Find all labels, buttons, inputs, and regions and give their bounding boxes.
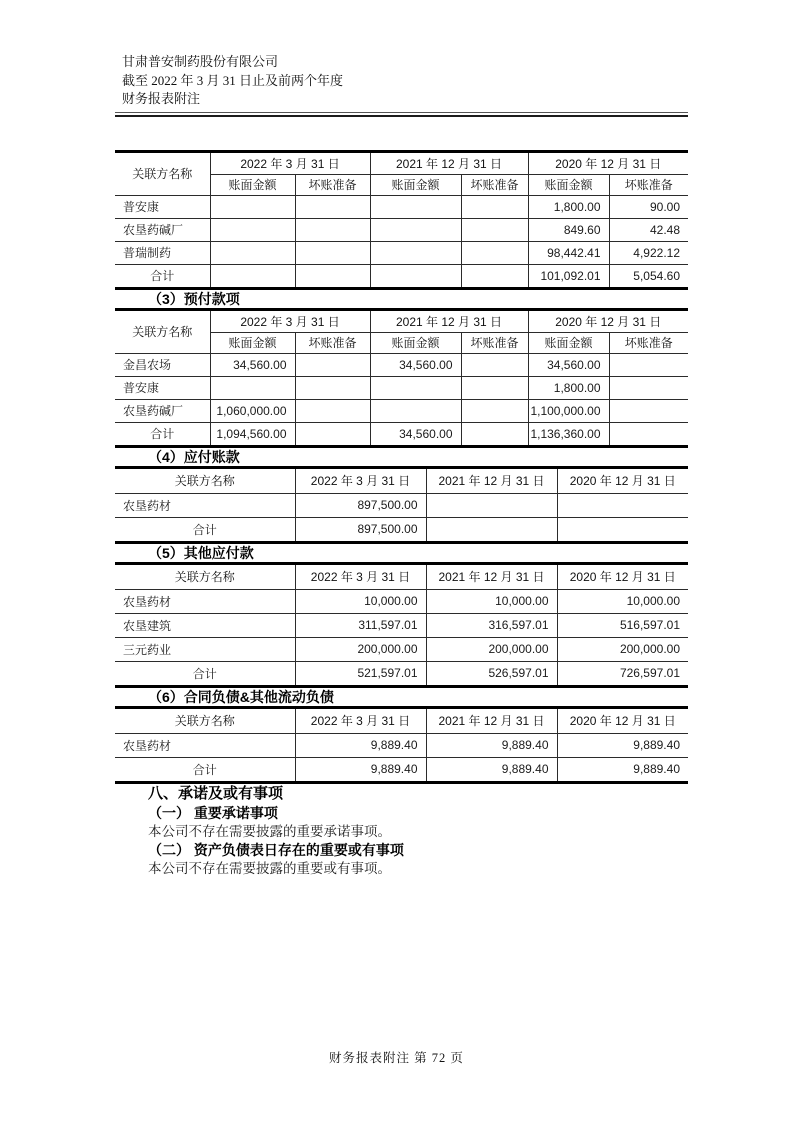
table-row bbox=[115, 399, 688, 422]
amount-cell bbox=[370, 195, 461, 218]
amount-cell bbox=[295, 264, 370, 287]
col-header-date-2022: 2022 年 3 月 31 日 bbox=[210, 311, 370, 333]
table-total-row bbox=[115, 422, 688, 445]
accounts-payable-table bbox=[115, 466, 688, 544]
amount-cell bbox=[295, 376, 370, 399]
amount-cell: 1,800.00 bbox=[528, 195, 609, 218]
page-footer: 财务报表附注 第 72 页 bbox=[329, 1051, 464, 1065]
amount-cell: 200,000.00 bbox=[295, 637, 426, 661]
amount-cell bbox=[609, 353, 688, 376]
col-header-date-2020: 2020 年 12 月 31 日 bbox=[528, 153, 688, 175]
section-heading-accounts-payable: （4）应付账款 bbox=[148, 448, 240, 465]
amount-cell bbox=[609, 399, 688, 422]
amount-cell: 34,560.00 bbox=[370, 353, 461, 376]
col-header-related-party: 关联方名称 bbox=[115, 709, 295, 734]
table-row bbox=[115, 637, 688, 661]
amount-cell: 316,597.01 bbox=[426, 613, 557, 637]
related-party-name-cell: 普瑞制药 bbox=[115, 241, 210, 264]
other-payables-table bbox=[115, 562, 688, 688]
related-party-name-cell: 普安康 bbox=[115, 376, 210, 399]
col-header-date-2020: 2020 年 12 月 31 日 bbox=[557, 565, 688, 590]
section-heading-prepayments: （3）预付款项 bbox=[148, 290, 240, 307]
col-header-date-2021: 2021 年 12 月 31 日 bbox=[370, 153, 528, 175]
amount-cell bbox=[461, 195, 528, 218]
col-header-bad-debt-provision: 坏账准备 bbox=[461, 174, 528, 195]
amount-cell: 98,442.41 bbox=[528, 241, 609, 264]
amount-cell bbox=[295, 218, 370, 241]
table-row bbox=[115, 195, 688, 218]
related-party-name-cell: 农垦药碱厂 bbox=[115, 399, 210, 422]
amount-cell bbox=[370, 399, 461, 422]
col-header-date-2022: 2022 年 3 月 31 日 bbox=[295, 565, 426, 590]
amount-cell: 1,800.00 bbox=[528, 376, 609, 399]
amount-cell: 200,000.00 bbox=[426, 637, 557, 661]
col-header-bad-debt-provision: 坏账准备 bbox=[295, 174, 370, 195]
amount-cell bbox=[461, 399, 528, 422]
col-header-bad-debt-provision: 坏账准备 bbox=[609, 332, 688, 353]
table-header-row bbox=[115, 709, 688, 734]
col-header-bad-debt-provision: 坏账准备 bbox=[461, 332, 528, 353]
contract-liabilities-table bbox=[115, 706, 688, 784]
amount-cell: 5,054.60 bbox=[609, 264, 688, 287]
section-heading-contract-liabilities: （6）合同负债&其他流动负债 bbox=[148, 688, 334, 705]
col-header-date-2022: 2022 年 3 月 31 日 bbox=[295, 709, 426, 734]
table-total-row bbox=[115, 517, 688, 541]
amount-cell: 9,889.40 bbox=[426, 733, 557, 757]
amount-cell bbox=[609, 376, 688, 399]
amount-cell: 1,094,560.00 bbox=[210, 422, 295, 445]
table-row bbox=[115, 733, 688, 757]
related-party-name-cell: 农垦建筑 bbox=[115, 613, 295, 637]
amount-cell bbox=[461, 241, 528, 264]
amount-cell: 34,560.00 bbox=[528, 353, 609, 376]
amount-cell: 897,500.00 bbox=[295, 493, 426, 517]
col-header-date-2020: 2020 年 12 月 31 日 bbox=[528, 311, 688, 333]
document-title: 财务报表附注 bbox=[122, 91, 201, 106]
table-header-row bbox=[115, 565, 688, 590]
amount-cell: 9,889.40 bbox=[557, 757, 688, 781]
related-party-name-cell: 农垦药材 bbox=[115, 589, 295, 613]
amount-cell: 311,597.01 bbox=[295, 613, 426, 637]
amount-cell bbox=[461, 376, 528, 399]
subsection-heading-important-commitments: （一） 重要承诺事项 bbox=[148, 804, 278, 821]
amount-cell: 10,000.00 bbox=[295, 589, 426, 613]
amount-cell: 897,500.00 bbox=[295, 517, 426, 541]
col-header-carrying-amount: 账面金额 bbox=[210, 174, 295, 195]
related-party-name-cell: 农垦药材 bbox=[115, 733, 295, 757]
col-header-date-2020: 2020 年 12 月 31 日 bbox=[557, 709, 688, 734]
table-total-row bbox=[115, 661, 688, 685]
col-header-related-party: 关联方名称 bbox=[115, 153, 210, 196]
col-header-carrying-amount: 账面金额 bbox=[370, 174, 461, 195]
section-heading-other-payables: （5）其他应付款 bbox=[148, 544, 254, 561]
col-header-related-party: 关联方名称 bbox=[115, 469, 295, 494]
table-total-row bbox=[115, 757, 688, 781]
amount-cell: 101,092.01 bbox=[528, 264, 609, 287]
report-period: 截至 2022 年 3 月 31 日止及前两个年度 bbox=[122, 72, 344, 88]
table-header-row bbox=[115, 153, 688, 175]
amount-cell: 1,100,000.00 bbox=[528, 399, 609, 422]
related-party-name-cell: 农垦药碱厂 bbox=[115, 218, 210, 241]
amount-cell: 90.00 bbox=[609, 195, 688, 218]
amount-cell: 42.48 bbox=[609, 218, 688, 241]
amount-cell: 726,597.01 bbox=[557, 661, 688, 685]
col-header-date-2021: 2021 年 12 月 31 日 bbox=[426, 469, 557, 494]
table-row bbox=[115, 353, 688, 376]
col-header-related-party: 关联方名称 bbox=[115, 565, 295, 590]
amount-cell: 521,597.01 bbox=[295, 661, 426, 685]
amount-cell bbox=[210, 376, 295, 399]
table-row bbox=[115, 493, 688, 517]
amount-cell bbox=[609, 422, 688, 445]
col-header-date-2022: 2022 年 3 月 31 日 bbox=[210, 153, 370, 175]
amount-cell bbox=[426, 493, 557, 517]
amount-cell: 9,889.40 bbox=[295, 733, 426, 757]
section-heading-commitments: 八、承诺及或有事项 bbox=[148, 784, 284, 802]
amount-cell: 10,000.00 bbox=[557, 589, 688, 613]
related-party-name-cell: 合计 bbox=[115, 661, 295, 685]
amount-cell: 9,889.40 bbox=[426, 757, 557, 781]
table-row bbox=[115, 376, 688, 399]
amount-cell: 516,597.01 bbox=[557, 613, 688, 637]
amount-cell bbox=[295, 422, 370, 445]
amount-cell bbox=[426, 517, 557, 541]
related-party-name-cell: 普安康 bbox=[115, 195, 210, 218]
amount-cell: 9,889.40 bbox=[295, 757, 426, 781]
table-row bbox=[115, 613, 688, 637]
prepayments-table bbox=[115, 308, 688, 448]
table-header-row bbox=[115, 311, 688, 333]
document-header bbox=[122, 0, 688, 109]
amount-cell: 1,060,000.00 bbox=[210, 399, 295, 422]
amount-cell: 9,889.40 bbox=[557, 733, 688, 757]
amount-cell bbox=[295, 195, 370, 218]
amount-cell bbox=[461, 422, 528, 445]
col-header-date-2020: 2020 年 12 月 31 日 bbox=[557, 469, 688, 494]
amount-cell: 10,000.00 bbox=[426, 589, 557, 613]
paragraph-no-contingencies: 本公司不存在需要披露的重要或有事项。 bbox=[148, 860, 391, 876]
amount-cell bbox=[210, 241, 295, 264]
col-header-carrying-amount: 账面金额 bbox=[528, 332, 609, 353]
amount-cell bbox=[295, 399, 370, 422]
amount-cell bbox=[295, 241, 370, 264]
amount-cell bbox=[557, 517, 688, 541]
col-header-carrying-amount: 账面金额 bbox=[210, 332, 295, 353]
amount-cell bbox=[461, 218, 528, 241]
col-header-date-2022: 2022 年 3 月 31 日 bbox=[295, 469, 426, 494]
amount-cell: 526,597.01 bbox=[426, 661, 557, 685]
amount-cell bbox=[210, 264, 295, 287]
amount-cell bbox=[461, 264, 528, 287]
amount-cell bbox=[370, 376, 461, 399]
amount-cell: 1,136,360.00 bbox=[528, 422, 609, 445]
col-header-bad-debt-provision: 坏账准备 bbox=[295, 332, 370, 353]
related-party-name-cell: 合计 bbox=[115, 517, 295, 541]
col-header-date-2021: 2021 年 12 月 31 日 bbox=[426, 565, 557, 590]
related-party-name-cell: 金昌农场 bbox=[115, 353, 210, 376]
amount-cell: 4,922.12 bbox=[609, 241, 688, 264]
col-header-carrying-amount: 账面金额 bbox=[528, 174, 609, 195]
col-header-carrying-amount: 账面金额 bbox=[370, 332, 461, 353]
company-name: 甘肃普安制药股份有限公司 bbox=[122, 54, 279, 69]
amount-cell bbox=[210, 218, 295, 241]
paragraph-no-commitments: 本公司不存在需要披露的重要承诺事项。 bbox=[148, 823, 391, 839]
amount-cell bbox=[210, 195, 295, 218]
related-party-name-cell: 合计 bbox=[115, 757, 295, 781]
table-total-row bbox=[115, 264, 688, 287]
amount-cell: 849.60 bbox=[528, 218, 609, 241]
related-party-name-cell: 合计 bbox=[115, 264, 210, 287]
table-row bbox=[115, 241, 688, 264]
amount-cell: 34,560.00 bbox=[210, 353, 295, 376]
amount-cell bbox=[461, 353, 528, 376]
subsection-heading-contingencies: （二） 资产负债表日存在的重要或有事项 bbox=[148, 841, 404, 858]
table-header-row bbox=[115, 469, 688, 494]
table-row bbox=[115, 218, 688, 241]
header-rule bbox=[115, 112, 688, 117]
related-party-name-cell: 合计 bbox=[115, 422, 210, 445]
amount-cell: 34,560.00 bbox=[370, 422, 461, 445]
other-receivables-table bbox=[115, 150, 688, 290]
col-header-related-party: 关联方名称 bbox=[115, 311, 210, 354]
col-header-date-2021: 2021 年 12 月 31 日 bbox=[370, 311, 528, 333]
amount-cell bbox=[370, 218, 461, 241]
amount-cell bbox=[370, 241, 461, 264]
amount-cell bbox=[370, 264, 461, 287]
table-row bbox=[115, 589, 688, 613]
amount-cell: 200,000.00 bbox=[557, 637, 688, 661]
amount-cell bbox=[557, 493, 688, 517]
col-header-date-2021: 2021 年 12 月 31 日 bbox=[426, 709, 557, 734]
related-party-name-cell: 农垦药材 bbox=[115, 493, 295, 517]
amount-cell bbox=[295, 353, 370, 376]
col-header-bad-debt-provision: 坏账准备 bbox=[609, 174, 688, 195]
related-party-name-cell: 三元药业 bbox=[115, 637, 295, 661]
